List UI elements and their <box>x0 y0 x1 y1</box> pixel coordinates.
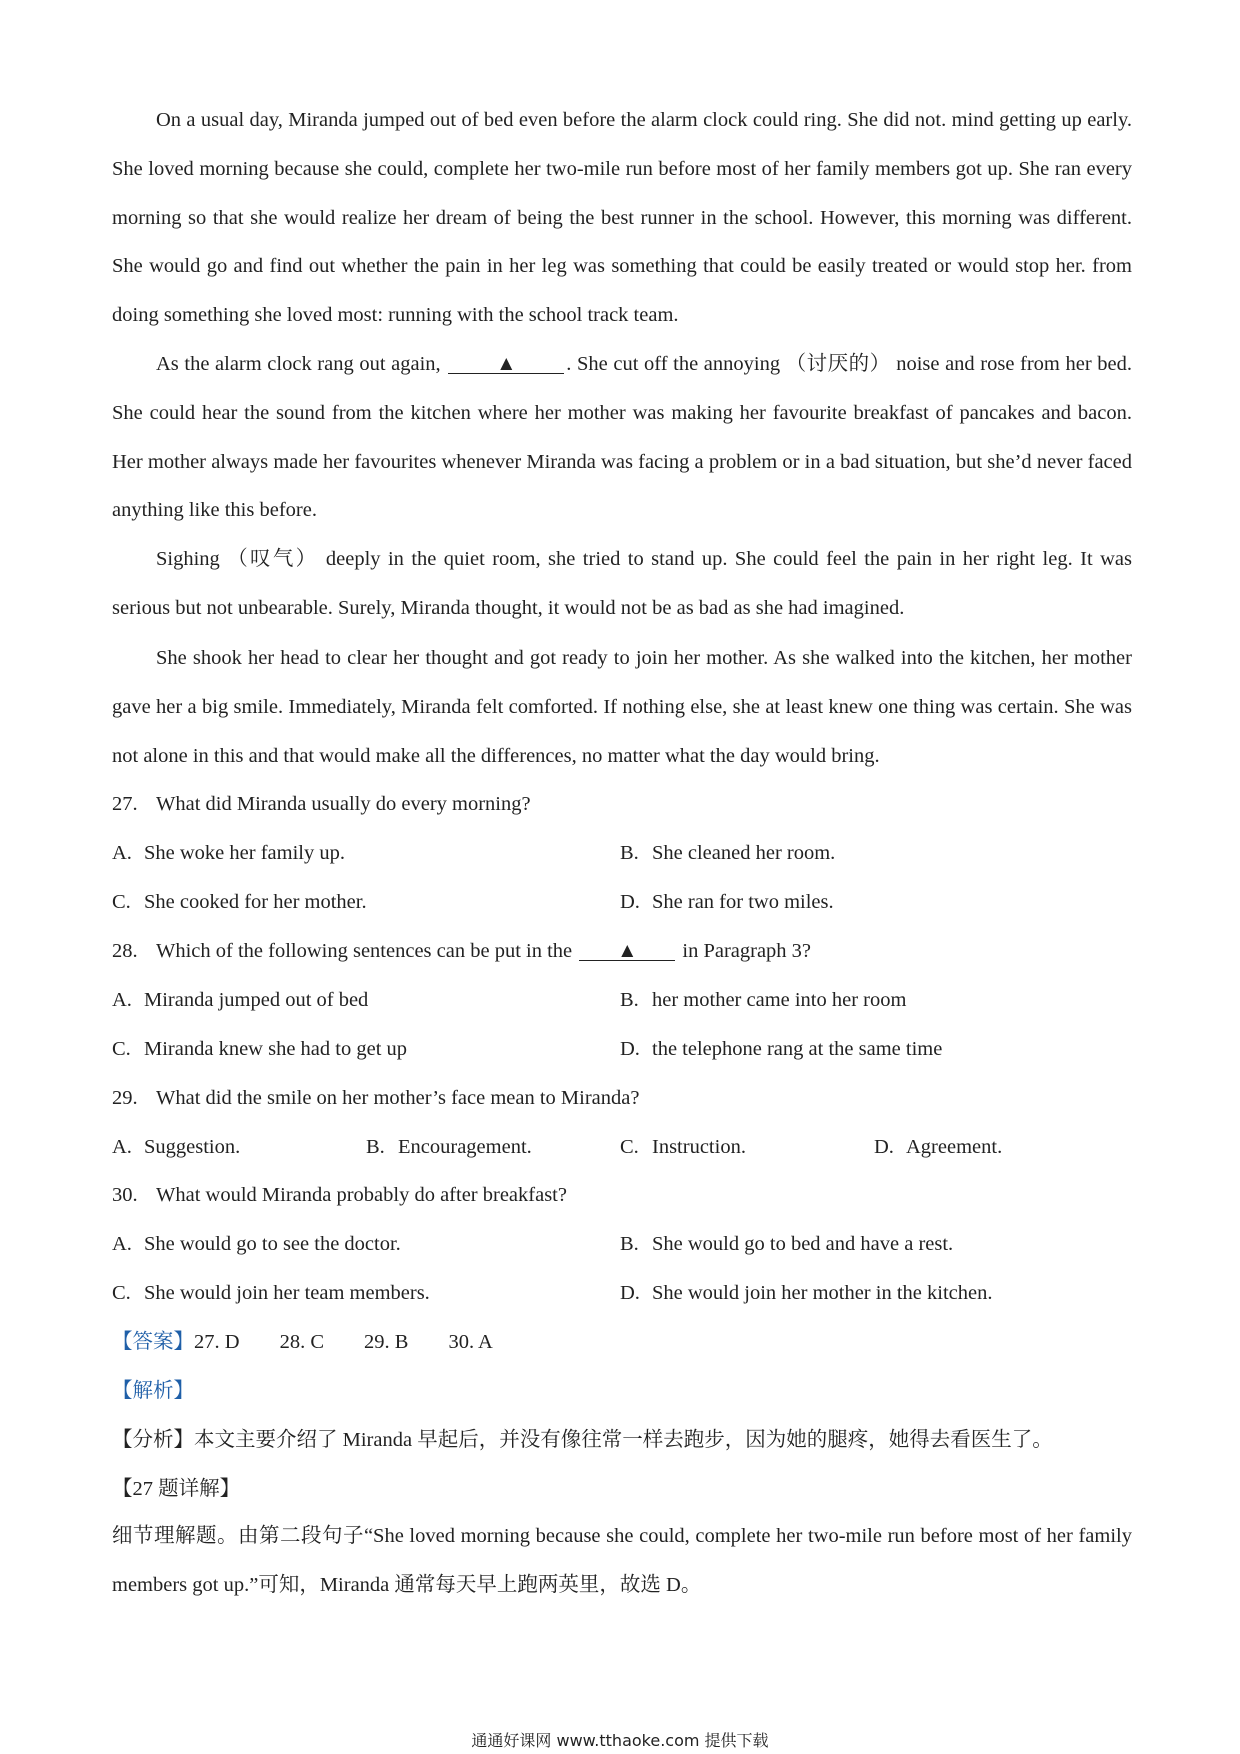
q30-option-d: D. She would join her mother in the kitchen. <box>620 1282 993 1304</box>
q30-option-b: B. She would go to bed and have a rest. <box>620 1233 954 1255</box>
q28-option-c: C. Miranda knew she had to get up <box>112 1038 408 1060</box>
q30-option-a: A. She would go to see the doctor. <box>112 1233 401 1255</box>
q27-explanation: 细节理解题。由第二段句子“She loved morning because she could, complete her two-mile run before most of her family members got up.”可知，Miranda 通常每天早上跑两英里，故选 D。 <box>112 1525 1132 1596</box>
q28-option-d: D. the telephone rang at the same time <box>620 1038 943 1060</box>
answer-label: 【答案】 <box>112 1331 194 1353</box>
q27-option-a: A. She woke her family up. <box>112 842 345 864</box>
q29-option-a: A. Suggestion. <box>112 1136 241 1158</box>
q28-option-a: A. Miranda jumped out of bed <box>112 989 369 1011</box>
answer-blank: ▲ <box>448 355 564 374</box>
q29-option-c: C. Instruction. <box>620 1136 746 1158</box>
passage-paragraph-4: She shook her head to clear her thought and got ready to join her mother. As she walked into the kitchen, her mother gave her a big smile. Immediately, Miranda felt comforted. If nothing else, she at least knew one thing was certain. She was not alone in this and that would make all the differences, no matter what the day would bring. <box>112 647 1132 767</box>
question-29: 29. What did the smile on her mother’s face mean to Miranda? <box>112 1087 640 1109</box>
q27-option-b: B. She cleaned her room. <box>620 842 836 864</box>
passage-paragraph-1: On a usual day, Miranda jumped out of bed even before the alarm clock could ring. She did not. mind getting up early. She loved morning because she could, complete her two-mile run before most of her family members got up. She ran every morning so that she would realize her dream of being the best runner in the school. However, this morning was different. She would go and find out whether the pain in her leg was something that could be easily treated or would stop her. from doing something she loved most: running with the school track team. <box>112 109 1132 327</box>
answer-key: 【答案】27. D 28. C 29. B 30. A <box>112 1331 493 1353</box>
question-27: 27. What did Miranda usually do every morning? <box>112 793 531 815</box>
analysis-summary: 【分析】本文主要介绍了 Miranda 早起后，并没有像往常一样去跑步，因为她的腿疼，她得去看医生了。 <box>112 1429 1053 1451</box>
q29-option-d: D. Agreement. <box>874 1136 1003 1158</box>
q30-option-c: C. She would join her team members. <box>112 1282 430 1304</box>
question-28: 28. Which of the following sentences can be put in the ▲ in Paragraph 3? <box>112 940 812 962</box>
q27-option-c: C. She cooked for her mother. <box>112 891 367 913</box>
q29-option-b: B. Encouragement. <box>366 1136 532 1158</box>
page-footer: 通通好课网 www.tthaoke.com 提供下载 <box>471 1731 769 1750</box>
q27-option-d: D. She ran for two miles. <box>620 891 834 913</box>
analysis-heading: 【解析】 <box>112 1380 194 1402</box>
q28-option-b: B. her mother came into her room <box>620 989 907 1011</box>
passage-paragraph-3: Sighing （叹气） deeply in the quiet room, she tried to stand up. She could feel the pain in her right leg. It was serious but not unbearable. Surely, Miranda thought, it would not be as bad as she had imagined. <box>112 548 1132 619</box>
answer-blank: ▲ <box>579 942 675 961</box>
q27-explanation-heading: 【27 题详解】 <box>112 1478 241 1500</box>
question-30: 30. What would Miranda probably do after breakfast? <box>112 1184 567 1206</box>
passage-paragraph-2: As the alarm clock rang out again, ▲ . She cut off the annoying （讨厌的） noise and rose from her bed. She could hear the sound from the kitchen where her mother was making her favourite breakfast of pancakes and bacon. Her mother always made her favourites whenever Miranda was facing a problem or in a bad situation, but she’d never faced anything like this before. <box>112 353 1132 522</box>
